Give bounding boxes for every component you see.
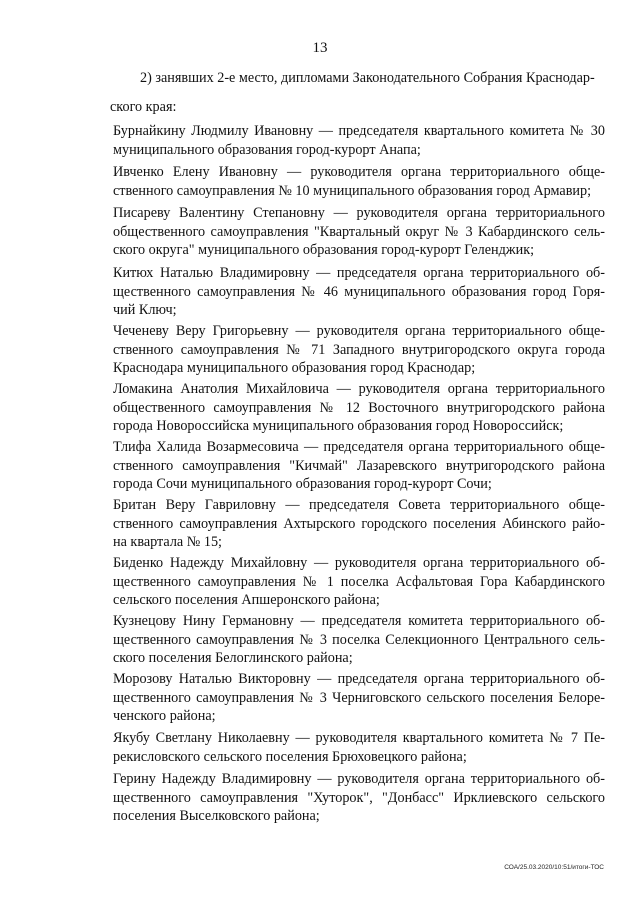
awardee-entry xyxy=(113,322,605,378)
entry-line: Якубу Светлану Николаевну — руководителя квартального комитета № 7 Пе- xyxy=(113,730,605,746)
entry-line: сельского поселения Апшеронского района; xyxy=(113,592,380,608)
entry-line: ственного самоуправления № 10 муниципального образования город Армавир; xyxy=(113,182,592,199)
awardee-entry xyxy=(113,264,605,320)
entry-line: Ивченко Елену Ивановну — руководителя органа территориального обще- xyxy=(113,164,605,180)
entry-line: Ломакина Анатолия Михайловича — руководителя органа территориального xyxy=(113,381,605,397)
page-number: 13 xyxy=(312,40,328,56)
entry-line: ченского района; xyxy=(113,708,216,724)
entry-line: Краснодара муниципального образования город Краснодар; xyxy=(113,360,476,376)
entry-line: Бурнайкину Людмилу Ивановну — председателя квартального комитета № 30 xyxy=(113,123,605,139)
entry-line: Биденко Надежду Михайловну — руководителя органа территориального об- xyxy=(113,555,605,571)
entry-line: щественного самоуправления № 3 поселка Селекционного Центрального сель- xyxy=(113,631,605,648)
entry-line: ственного самоуправления "Кичмай" Лазаревского внутригородского района xyxy=(113,457,605,474)
entry-line: Китюх Наталью Владимировну — председателя органа территориального об- xyxy=(113,265,605,281)
entry-line: общественного самоуправления "Квартальный округ № 3 Кабардинского сель- xyxy=(113,223,605,240)
entry-line: города Новороссийска муниципального образования город Новороссийск; xyxy=(113,418,564,434)
awardee-entry xyxy=(113,729,605,766)
entry-line: города Сочи муниципального образования город-курорт Сочи; xyxy=(113,476,492,492)
entry-line: Морозову Наталью Викторовну — председателя органа территориального об- xyxy=(113,671,605,687)
entry-line: общественного самоуправления № 12 Восточного внутригородского района xyxy=(113,399,605,416)
entry-line: ского поселения Белоглинского района; xyxy=(113,650,353,666)
entry-line: поселения Выселковского района; xyxy=(113,808,320,824)
awardee-entry xyxy=(113,122,605,159)
intro-line: ского края: xyxy=(110,99,177,115)
entry-line: ственного самоуправления Ахтырского городского поселения Абинского райо- xyxy=(113,515,605,532)
awardee-entry xyxy=(113,204,605,260)
entry-line: Кузнецову Нину Германовну — председателя комитета территориального об- xyxy=(113,613,605,629)
entry-line: Тлифа Халида Возармесовича — председателя органа территориального обще- xyxy=(113,439,605,455)
entry-line: ственного самоуправления № 71 Западного внутригородского округа города xyxy=(113,341,605,358)
awardee-entry xyxy=(113,770,605,826)
entry-line: щественного самоуправления № 46 муниципального образования город Горя- xyxy=(113,283,605,300)
entry-line: Герину Надежду Владимировну — руководителя органа территориального об- xyxy=(113,771,605,787)
entry-line: на квартала № 15; xyxy=(113,534,222,550)
entry-line: ского округа" муниципального образования город-курорт Геленджик; xyxy=(113,242,535,258)
entry-line: чий Ключ; xyxy=(113,302,177,318)
entry-line: муниципального образования город-курорт Анапа; xyxy=(113,141,421,158)
entry-line: Британ Веру Гавриловну — председателя Совета территориального обще- xyxy=(113,497,605,513)
awardee-entry xyxy=(113,163,605,200)
entry-line: щественного самоуправления № 3 Черниговского сельского поселения Белоре- xyxy=(113,689,605,706)
awardee-entry xyxy=(113,612,605,668)
awardee-entry xyxy=(113,380,605,436)
intro-line: 2) занявших 2-е место, дипломами Законодательного Собрания Краснодар- xyxy=(140,70,595,86)
awardee-entry xyxy=(113,438,605,494)
awardee-entry xyxy=(113,670,605,726)
entry-line: Писареву Валентину Степановну — руководителя органа территориального xyxy=(113,205,605,221)
entry-line: рекисловского сельского поселения Брюховецкого района; xyxy=(113,748,467,765)
document-footer-code: СОА/25.03.2020/10:51/итоги-ТОС xyxy=(504,864,604,871)
entry-line: Чеченеву Веру Григорьевну — руководителя органа территориального обще- xyxy=(113,323,605,339)
entry-line: щественного самоуправления "Хуторок", "Донбасс" Ирклиевского сельского xyxy=(113,789,605,806)
awardee-entry xyxy=(113,554,605,610)
intro-paragraph xyxy=(112,70,612,116)
awardee-entry xyxy=(113,496,605,552)
entry-line: щественного самоуправления № 1 поселка Асфальтовая Гора Кабардинского xyxy=(113,573,605,590)
